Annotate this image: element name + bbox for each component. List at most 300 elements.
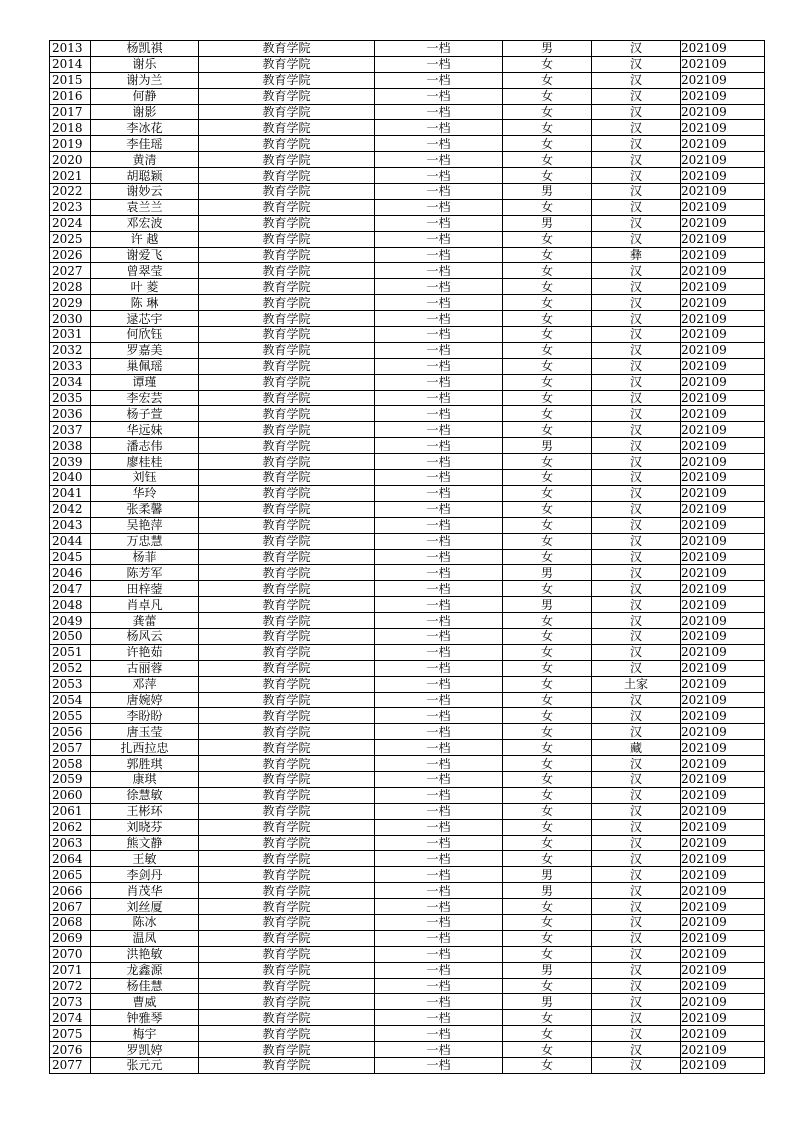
level-cell: 一档 bbox=[375, 136, 503, 152]
level-cell: 一档 bbox=[375, 533, 503, 549]
row-number-cell: 2042 bbox=[50, 501, 91, 517]
college-cell: 教育学院 bbox=[199, 501, 375, 517]
student-name-cell: 杨佳慧 bbox=[91, 978, 199, 994]
row-number-cell: 2014 bbox=[50, 56, 91, 72]
student-name-cell: 何静 bbox=[91, 88, 199, 104]
gender-cell: 女 bbox=[503, 72, 592, 88]
student-name-cell: 袁兰兰 bbox=[91, 199, 199, 215]
student-name-cell: 何欣钰 bbox=[91, 327, 199, 343]
student-name-cell: 谢乐 bbox=[91, 56, 199, 72]
gender-cell: 女 bbox=[503, 311, 592, 327]
college-cell: 教育学院 bbox=[199, 819, 375, 835]
row-number-cell: 2074 bbox=[50, 1010, 91, 1026]
table-row bbox=[50, 962, 765, 978]
level-cell: 一档 bbox=[375, 263, 503, 279]
student-name-cell: 杨风云 bbox=[91, 628, 199, 644]
level-cell: 一档 bbox=[375, 994, 503, 1010]
college-cell: 教育学院 bbox=[199, 787, 375, 803]
table-row bbox=[50, 406, 765, 422]
batch-cell: 202109 bbox=[681, 692, 765, 708]
batch-cell: 202109 bbox=[681, 279, 765, 295]
gender-cell: 女 bbox=[503, 247, 592, 263]
ethnicity-cell: 汉 bbox=[592, 215, 681, 231]
college-cell: 教育学院 bbox=[199, 279, 375, 295]
batch-cell: 202109 bbox=[681, 660, 765, 676]
row-number-cell: 2035 bbox=[50, 390, 91, 406]
ethnicity-cell: 汉 bbox=[592, 501, 681, 517]
level-cell: 一档 bbox=[375, 899, 503, 915]
ethnicity-cell: 汉 bbox=[592, 41, 681, 57]
table-row bbox=[50, 565, 765, 581]
batch-cell: 202109 bbox=[681, 311, 765, 327]
row-number-cell: 2045 bbox=[50, 549, 91, 565]
ethnicity-cell: 汉 bbox=[592, 263, 681, 279]
college-cell: 教育学院 bbox=[199, 56, 375, 72]
ethnicity-cell: 汉 bbox=[592, 803, 681, 819]
table-row bbox=[50, 199, 765, 215]
gender-cell: 男 bbox=[503, 184, 592, 200]
ethnicity-cell: 汉 bbox=[592, 72, 681, 88]
student-name-cell: 刘晓芬 bbox=[91, 819, 199, 835]
batch-cell: 202109 bbox=[681, 390, 765, 406]
batch-cell: 202109 bbox=[681, 438, 765, 454]
level-cell: 一档 bbox=[375, 819, 503, 835]
college-cell: 教育学院 bbox=[199, 883, 375, 899]
level-cell: 一档 bbox=[375, 72, 503, 88]
ethnicity-cell: 汉 bbox=[592, 279, 681, 295]
college-cell: 教育学院 bbox=[199, 199, 375, 215]
level-cell: 一档 bbox=[375, 613, 503, 629]
gender-cell: 女 bbox=[503, 851, 592, 867]
level-cell: 一档 bbox=[375, 295, 503, 311]
batch-cell: 202109 bbox=[681, 771, 765, 787]
level-cell: 一档 bbox=[375, 1058, 503, 1074]
batch-cell: 202109 bbox=[681, 199, 765, 215]
table-row bbox=[50, 517, 765, 533]
batch-cell: 202109 bbox=[681, 740, 765, 756]
table-row bbox=[50, 946, 765, 962]
table-row bbox=[50, 295, 765, 311]
ethnicity-cell: 汉 bbox=[592, 56, 681, 72]
table-row bbox=[50, 120, 765, 136]
row-number-cell: 2070 bbox=[50, 946, 91, 962]
row-number-cell: 2049 bbox=[50, 613, 91, 629]
gender-cell: 女 bbox=[503, 136, 592, 152]
student-name-cell: 康琪 bbox=[91, 771, 199, 787]
batch-cell: 202109 bbox=[681, 72, 765, 88]
gender-cell: 女 bbox=[503, 485, 592, 501]
batch-cell: 202109 bbox=[681, 899, 765, 915]
student-name-cell: 叶 菱 bbox=[91, 279, 199, 295]
row-number-cell: 2046 bbox=[50, 565, 91, 581]
ethnicity-cell: 汉 bbox=[592, 168, 681, 184]
gender-cell: 女 bbox=[503, 1042, 592, 1058]
college-cell: 教育学院 bbox=[199, 962, 375, 978]
ethnicity-cell: 汉 bbox=[592, 1010, 681, 1026]
college-cell: 教育学院 bbox=[199, 771, 375, 787]
table-row bbox=[50, 279, 765, 295]
student-name-cell: 黄清 bbox=[91, 152, 199, 168]
college-cell: 教育学院 bbox=[199, 676, 375, 692]
student-name-cell: 谢影 bbox=[91, 104, 199, 120]
level-cell: 一档 bbox=[375, 628, 503, 644]
gender-cell: 女 bbox=[503, 613, 592, 629]
level-cell: 一档 bbox=[375, 231, 503, 247]
ethnicity-cell: 汉 bbox=[592, 295, 681, 311]
row-number-cell: 2067 bbox=[50, 899, 91, 915]
level-cell: 一档 bbox=[375, 867, 503, 883]
table-row bbox=[50, 311, 765, 327]
ethnicity-cell: 汉 bbox=[592, 358, 681, 374]
ethnicity-cell: 汉 bbox=[592, 819, 681, 835]
gender-cell: 女 bbox=[503, 406, 592, 422]
gender-cell: 女 bbox=[503, 422, 592, 438]
college-cell: 教育学院 bbox=[199, 327, 375, 343]
gender-cell: 女 bbox=[503, 914, 592, 930]
table-row bbox=[50, 152, 765, 168]
college-cell: 教育学院 bbox=[199, 438, 375, 454]
level-cell: 一档 bbox=[375, 374, 503, 390]
table-row bbox=[50, 374, 765, 390]
table-row bbox=[50, 756, 765, 772]
ethnicity-cell: 汉 bbox=[592, 533, 681, 549]
table-row bbox=[50, 803, 765, 819]
batch-cell: 202109 bbox=[681, 756, 765, 772]
college-cell: 教育学院 bbox=[199, 406, 375, 422]
gender-cell: 女 bbox=[503, 168, 592, 184]
student-name-cell: 许艳茹 bbox=[91, 644, 199, 660]
gender-cell: 女 bbox=[503, 660, 592, 676]
level-cell: 一档 bbox=[375, 803, 503, 819]
student-name-cell: 李盼盼 bbox=[91, 708, 199, 724]
level-cell: 一档 bbox=[375, 978, 503, 994]
ethnicity-cell: 汉 bbox=[592, 422, 681, 438]
ethnicity-cell: 汉 bbox=[592, 470, 681, 486]
row-number-cell: 2058 bbox=[50, 756, 91, 772]
row-number-cell: 2073 bbox=[50, 994, 91, 1010]
college-cell: 教育学院 bbox=[199, 72, 375, 88]
student-name-cell: 谢妙云 bbox=[91, 184, 199, 200]
college-cell: 教育学院 bbox=[199, 215, 375, 231]
ethnicity-cell: 汉 bbox=[592, 454, 681, 470]
batch-cell: 202109 bbox=[681, 485, 765, 501]
table-row bbox=[50, 978, 765, 994]
gender-cell: 男 bbox=[503, 867, 592, 883]
level-cell: 一档 bbox=[375, 962, 503, 978]
row-number-cell: 2057 bbox=[50, 740, 91, 756]
college-cell: 教育学院 bbox=[199, 168, 375, 184]
student-name-cell: 洪艳敏 bbox=[91, 946, 199, 962]
batch-cell: 202109 bbox=[681, 851, 765, 867]
gender-cell: 女 bbox=[503, 295, 592, 311]
gender-cell: 女 bbox=[503, 724, 592, 740]
gender-cell: 女 bbox=[503, 819, 592, 835]
gender-cell: 女 bbox=[503, 899, 592, 915]
college-cell: 教育学院 bbox=[199, 342, 375, 358]
ethnicity-cell: 汉 bbox=[592, 104, 681, 120]
gender-cell: 女 bbox=[503, 279, 592, 295]
gender-cell: 男 bbox=[503, 962, 592, 978]
table-row bbox=[50, 438, 765, 454]
row-number-cell: 2047 bbox=[50, 581, 91, 597]
batch-cell: 202109 bbox=[681, 565, 765, 581]
table-row bbox=[50, 422, 765, 438]
gender-cell: 女 bbox=[503, 756, 592, 772]
ethnicity-cell: 汉 bbox=[592, 962, 681, 978]
batch-cell: 202109 bbox=[681, 581, 765, 597]
college-cell: 教育学院 bbox=[199, 263, 375, 279]
batch-cell: 202109 bbox=[681, 454, 765, 470]
level-cell: 一档 bbox=[375, 1026, 503, 1042]
student-name-cell: 徐慧敏 bbox=[91, 787, 199, 803]
batch-cell: 202109 bbox=[681, 549, 765, 565]
batch-cell: 202109 bbox=[681, 708, 765, 724]
gender-cell: 女 bbox=[503, 930, 592, 946]
student-name-cell: 曹威 bbox=[91, 994, 199, 1010]
batch-cell: 202109 bbox=[681, 613, 765, 629]
ethnicity-cell: 汉 bbox=[592, 231, 681, 247]
student-name-cell: 温凤 bbox=[91, 930, 199, 946]
table-row bbox=[50, 231, 765, 247]
row-number-cell: 2031 bbox=[50, 327, 91, 343]
gender-cell: 男 bbox=[503, 41, 592, 57]
row-number-cell: 2063 bbox=[50, 835, 91, 851]
row-number-cell: 2043 bbox=[50, 517, 91, 533]
table-row bbox=[50, 168, 765, 184]
student-name-cell: 华远妹 bbox=[91, 422, 199, 438]
student-name-cell: 逯芯宇 bbox=[91, 311, 199, 327]
row-number-cell: 2041 bbox=[50, 485, 91, 501]
gender-cell: 女 bbox=[503, 771, 592, 787]
row-number-cell: 2013 bbox=[50, 41, 91, 57]
ethnicity-cell: 汉 bbox=[592, 136, 681, 152]
table-row bbox=[50, 88, 765, 104]
batch-cell: 202109 bbox=[681, 41, 765, 57]
table-row bbox=[50, 660, 765, 676]
gender-cell: 女 bbox=[503, 787, 592, 803]
table-row bbox=[50, 613, 765, 629]
table-row bbox=[50, 883, 765, 899]
ethnicity-cell: 汉 bbox=[592, 692, 681, 708]
batch-cell: 202109 bbox=[681, 644, 765, 660]
gender-cell: 男 bbox=[503, 215, 592, 231]
row-number-cell: 2025 bbox=[50, 231, 91, 247]
table-row bbox=[50, 740, 765, 756]
ethnicity-cell: 汉 bbox=[592, 517, 681, 533]
batch-cell: 202109 bbox=[681, 342, 765, 358]
ethnicity-cell: 汉 bbox=[592, 835, 681, 851]
student-name-cell: 陈冰 bbox=[91, 914, 199, 930]
batch-cell: 202109 bbox=[681, 787, 765, 803]
level-cell: 一档 bbox=[375, 787, 503, 803]
level-cell: 一档 bbox=[375, 883, 503, 899]
row-number-cell: 2075 bbox=[50, 1026, 91, 1042]
table-row bbox=[50, 851, 765, 867]
level-cell: 一档 bbox=[375, 756, 503, 772]
level-cell: 一档 bbox=[375, 485, 503, 501]
college-cell: 教育学院 bbox=[199, 231, 375, 247]
ethnicity-cell: 汉 bbox=[592, 342, 681, 358]
level-cell: 一档 bbox=[375, 406, 503, 422]
gender-cell: 女 bbox=[503, 263, 592, 279]
gender-cell: 女 bbox=[503, 358, 592, 374]
batch-cell: 202109 bbox=[681, 104, 765, 120]
row-number-cell: 2068 bbox=[50, 914, 91, 930]
table-row bbox=[50, 327, 765, 343]
college-cell: 教育学院 bbox=[199, 692, 375, 708]
college-cell: 教育学院 bbox=[199, 152, 375, 168]
row-number-cell: 2020 bbox=[50, 152, 91, 168]
ethnicity-cell: 藏 bbox=[592, 740, 681, 756]
row-number-cell: 2030 bbox=[50, 311, 91, 327]
college-cell: 教育学院 bbox=[199, 644, 375, 660]
row-number-cell: 2054 bbox=[50, 692, 91, 708]
batch-cell: 202109 bbox=[681, 1042, 765, 1058]
batch-cell: 202109 bbox=[681, 994, 765, 1010]
batch-cell: 202109 bbox=[681, 406, 765, 422]
gender-cell: 女 bbox=[503, 327, 592, 343]
level-cell: 一档 bbox=[375, 946, 503, 962]
row-number-cell: 2060 bbox=[50, 787, 91, 803]
table-row bbox=[50, 215, 765, 231]
college-cell: 教育学院 bbox=[199, 454, 375, 470]
gender-cell: 女 bbox=[503, 692, 592, 708]
row-number-cell: 2023 bbox=[50, 199, 91, 215]
table-row bbox=[50, 549, 765, 565]
college-cell: 教育学院 bbox=[199, 470, 375, 486]
table-row bbox=[50, 708, 765, 724]
ethnicity-cell: 汉 bbox=[592, 708, 681, 724]
batch-cell: 202109 bbox=[681, 231, 765, 247]
batch-cell: 202109 bbox=[681, 1058, 765, 1074]
table-row bbox=[50, 485, 765, 501]
level-cell: 一档 bbox=[375, 740, 503, 756]
row-number-cell: 2076 bbox=[50, 1042, 91, 1058]
row-number-cell: 2053 bbox=[50, 676, 91, 692]
row-number-cell: 2018 bbox=[50, 120, 91, 136]
row-number-cell: 2052 bbox=[50, 660, 91, 676]
gender-cell: 女 bbox=[503, 517, 592, 533]
table-row bbox=[50, 104, 765, 120]
college-cell: 教育学院 bbox=[199, 899, 375, 915]
table-row bbox=[50, 994, 765, 1010]
level-cell: 一档 bbox=[375, 327, 503, 343]
batch-cell: 202109 bbox=[681, 835, 765, 851]
row-number-cell: 2022 bbox=[50, 184, 91, 200]
student-name-cell: 罗嘉美 bbox=[91, 342, 199, 358]
college-cell: 教育学院 bbox=[199, 41, 375, 57]
college-cell: 教育学院 bbox=[199, 867, 375, 883]
batch-cell: 202109 bbox=[681, 819, 765, 835]
level-cell: 一档 bbox=[375, 358, 503, 374]
student-name-cell: 谢为兰 bbox=[91, 72, 199, 88]
student-name-cell: 杨子萱 bbox=[91, 406, 199, 422]
ethnicity-cell: 汉 bbox=[592, 756, 681, 772]
ethnicity-cell: 汉 bbox=[592, 1026, 681, 1042]
batch-cell: 202109 bbox=[681, 930, 765, 946]
ethnicity-cell: 汉 bbox=[592, 88, 681, 104]
college-cell: 教育学院 bbox=[199, 803, 375, 819]
gender-cell: 女 bbox=[503, 152, 592, 168]
batch-cell: 202109 bbox=[681, 867, 765, 883]
ethnicity-cell: 汉 bbox=[592, 327, 681, 343]
student-name-cell: 杨凯祺 bbox=[91, 41, 199, 57]
gender-cell: 女 bbox=[503, 374, 592, 390]
student-name-cell: 唐玉莹 bbox=[91, 724, 199, 740]
table-row bbox=[50, 1026, 765, 1042]
table-row bbox=[50, 899, 765, 915]
gender-cell: 女 bbox=[503, 104, 592, 120]
row-number-cell: 2034 bbox=[50, 374, 91, 390]
level-cell: 一档 bbox=[375, 660, 503, 676]
ethnicity-cell: 汉 bbox=[592, 565, 681, 581]
batch-cell: 202109 bbox=[681, 168, 765, 184]
level-cell: 一档 bbox=[375, 152, 503, 168]
table-row bbox=[50, 787, 765, 803]
college-cell: 教育学院 bbox=[199, 136, 375, 152]
table-row bbox=[50, 501, 765, 517]
student-name-cell: 陈 琳 bbox=[91, 295, 199, 311]
college-cell: 教育学院 bbox=[199, 978, 375, 994]
level-cell: 一档 bbox=[375, 851, 503, 867]
student-name-cell: 杨菲 bbox=[91, 549, 199, 565]
ethnicity-cell: 汉 bbox=[592, 199, 681, 215]
batch-cell: 202109 bbox=[681, 263, 765, 279]
student-name-cell: 万忠慧 bbox=[91, 533, 199, 549]
college-cell: 教育学院 bbox=[199, 708, 375, 724]
college-cell: 教育学院 bbox=[199, 740, 375, 756]
table-row bbox=[50, 184, 765, 200]
level-cell: 一档 bbox=[375, 676, 503, 692]
table-row bbox=[50, 470, 765, 486]
row-number-cell: 2056 bbox=[50, 724, 91, 740]
ethnicity-cell: 汉 bbox=[592, 724, 681, 740]
batch-cell: 202109 bbox=[681, 152, 765, 168]
row-number-cell: 2077 bbox=[50, 1058, 91, 1074]
table-row bbox=[50, 676, 765, 692]
level-cell: 一档 bbox=[375, 279, 503, 295]
college-cell: 教育学院 bbox=[199, 1058, 375, 1074]
table-row bbox=[50, 358, 765, 374]
table-row bbox=[50, 41, 765, 57]
ethnicity-cell: 汉 bbox=[592, 581, 681, 597]
row-number-cell: 2069 bbox=[50, 930, 91, 946]
college-cell: 教育学院 bbox=[199, 724, 375, 740]
row-number-cell: 2015 bbox=[50, 72, 91, 88]
row-number-cell: 2024 bbox=[50, 215, 91, 231]
row-number-cell: 2036 bbox=[50, 406, 91, 422]
gender-cell: 女 bbox=[503, 978, 592, 994]
row-number-cell: 2026 bbox=[50, 247, 91, 263]
student-name-cell: 钟雅琴 bbox=[91, 1010, 199, 1026]
ethnicity-cell: 汉 bbox=[592, 899, 681, 915]
college-cell: 教育学院 bbox=[199, 994, 375, 1010]
ethnicity-cell: 汉 bbox=[592, 184, 681, 200]
gender-cell: 女 bbox=[503, 501, 592, 517]
level-cell: 一档 bbox=[375, 914, 503, 930]
student-name-cell: 李宏芸 bbox=[91, 390, 199, 406]
level-cell: 一档 bbox=[375, 199, 503, 215]
ethnicity-cell: 汉 bbox=[592, 628, 681, 644]
batch-cell: 202109 bbox=[681, 422, 765, 438]
gender-cell: 女 bbox=[503, 644, 592, 660]
level-cell: 一档 bbox=[375, 184, 503, 200]
batch-cell: 202109 bbox=[681, 120, 765, 136]
level-cell: 一档 bbox=[375, 88, 503, 104]
ethnicity-cell: 汉 bbox=[592, 597, 681, 613]
college-cell: 教育学院 bbox=[199, 613, 375, 629]
row-number-cell: 2071 bbox=[50, 962, 91, 978]
